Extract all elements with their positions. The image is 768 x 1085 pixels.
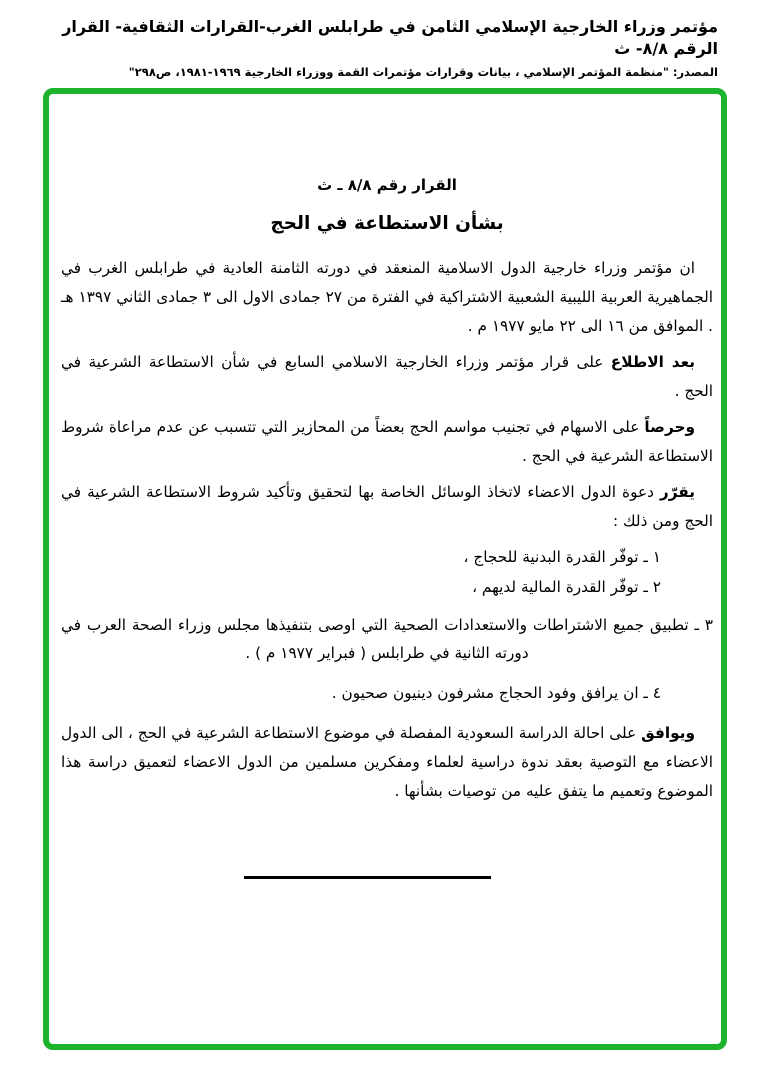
closing-paragraph <box>61 719 713 806</box>
preamble-paragraph: ان مؤتمر وزراء خارجية الدول الاسلامية المنعقد في دورته الثامنة العادية في طرابلس الغرب في الجماهيرية العربية الليبية الشعبية الاشتراكية في الفترة من ٢٧ جمادى الاول الى ٣ جمادى الثاني ١٣٩٧ هـ . الموافق من ١٦ الى ٢٢ مايو ١٩٧٧ م . <box>61 259 713 335</box>
decision-lead: يقرّر <box>659 483 695 501</box>
recall-paragraph <box>61 348 713 406</box>
document-header <box>0 0 768 80</box>
list-item-1: ١ ـ توفّر القدرة البدنية للحجاج ، <box>463 548 661 566</box>
header-source-line: المصدر: "منظمة المؤتمر الإسلامي ، بيانات وقرارات مؤتمرات القمة ووزراء الخارجية ١٩٦٩-١٩٨١، ص٢٩٨" <box>128 65 718 79</box>
decision-number: القرار رقم ٨/٨ ـ ث <box>317 176 457 194</box>
conditions-list <box>61 543 713 707</box>
decision-text: دعوة الدول الاعضاء لاتخاذ الوسائل الخاصة بها لتحقيق وتأكيد شروط الاستطاعة الشرعية في الحج ومن ذلك : <box>61 483 713 530</box>
list-item-2: ٢ ـ توفّر القدرة المالية لديهم ، <box>472 578 661 596</box>
closing-lead: ويوافق <box>641 724 695 742</box>
header-title: مؤتمر وزراء الخارجية الإسلامي الثامن في طرابلس الغرب-القرارات الثقافية- القرار الرقم ٨/٨- ث <box>62 17 718 58</box>
concern-text: على الاسهام في تجنيب مواسم الحج بعضاً من المحازير التي تتسبب عن عدم مراعاة شروط الاستطاعة الشرعية في الحج . <box>61 418 713 465</box>
closing-text: على احالة الدراسة السعودية المفصلة في موضوع الاستطاعة الشرعية في الحج ، الى الدول الاعضاء مع التوصية بعقد ندوة دراسية لعلماء ومفكرين مسلمين من الدول الاعضاء لتعميق دراسة هذا الموضوع وتعميم ما يتفق عليه من توصيات بشأنها . <box>61 724 713 800</box>
list-item-4: ٤ ـ ان يرافق وفود الحجاج مشرفون دينيون صحيون . <box>331 684 661 702</box>
decision-paragraph <box>61 478 713 536</box>
list-item-3: ٣ ـ تطبيق جميع الاشتراطات والاستعدادات الصحية التي اوصى بتنفيذها مجلس وزراء الصحة العرب في دورته الثانية في طرابلس ( فبراير ١٩٧٧ م ) . <box>61 616 713 662</box>
decision-subject-title: بشأن الاستطاعة في الحج <box>270 213 504 234</box>
concern-lead: وحرصاً <box>644 418 695 436</box>
recall-lead: بعد الاطلاع <box>610 353 695 371</box>
concern-paragraph <box>61 413 713 471</box>
recall-text: على قرار مؤتمر وزراء الخارجية الاسلامي السابع في شأن الاستطاعة الشرعية في الحج . <box>61 353 713 400</box>
separator-rule <box>244 876 491 879</box>
green-frame <box>43 88 727 1050</box>
